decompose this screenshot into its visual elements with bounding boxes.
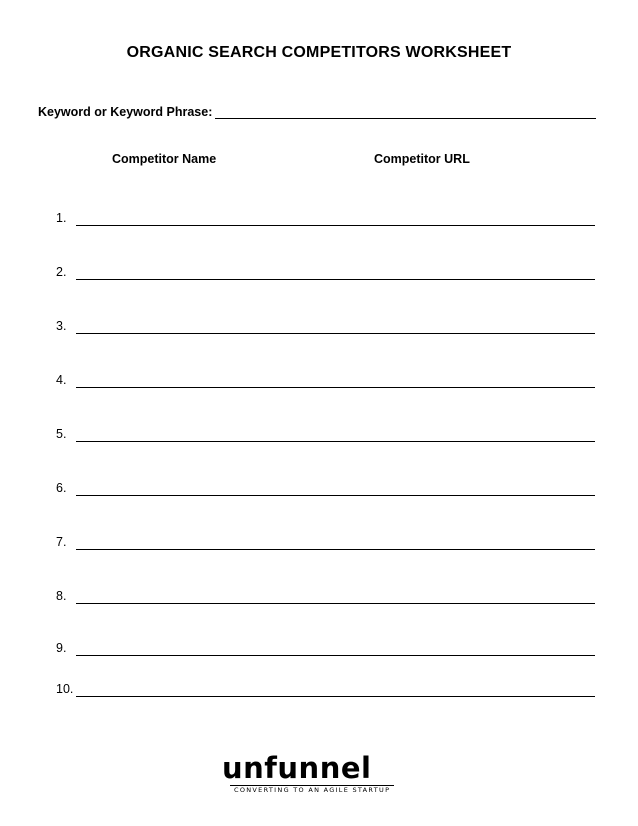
competitor-row (56, 370, 596, 388)
competitor-url-blank[interactable] (297, 549, 595, 550)
competitor-row (56, 424, 596, 442)
competitor-row (56, 638, 596, 656)
competitor-row (56, 208, 596, 226)
row-number: 4. (56, 373, 67, 387)
competitor-row (56, 262, 596, 280)
keyword-label: Keyword or Keyword Phrase: (38, 105, 213, 119)
competitor-url-blank[interactable] (297, 225, 595, 226)
row-number: 8. (56, 589, 67, 603)
row-number: 5. (56, 427, 67, 441)
competitor-url-blank[interactable] (297, 655, 595, 656)
competitor-url-blank[interactable] (297, 279, 595, 280)
unfunnel-logo (222, 752, 402, 798)
row-number: 3. (56, 319, 67, 333)
competitor-url-blank[interactable] (297, 495, 595, 496)
competitor-name-header: Competitor Name (112, 152, 217, 166)
row-number: 1. (56, 211, 67, 225)
competitor-url-blank[interactable] (297, 603, 595, 604)
competitor-row (56, 478, 596, 496)
competitor-row (56, 316, 596, 334)
row-number: 7. (56, 535, 67, 549)
competitor-row (56, 679, 596, 697)
competitor-url-blank[interactable] (297, 387, 595, 388)
competitor-url-header: Competitor URL (374, 152, 470, 166)
competitor-url-blank[interactable] (297, 441, 595, 442)
logo-wordmark: unfunnel (222, 751, 372, 785)
row-number: 9. (56, 641, 67, 655)
logo-tagline: CONVERTING TO AN AGILE STARTUP (234, 786, 391, 794)
competitor-row (56, 532, 596, 550)
competitor-url-blank[interactable] (297, 333, 595, 334)
row-number: 10. (56, 682, 74, 696)
keyword-blank-line[interactable] (215, 104, 596, 119)
row-number: 6. (56, 481, 67, 495)
keyword-field[interactable] (38, 101, 596, 119)
worksheet-title: ORGANIC SEARCH COMPETITORS WORKSHEET (126, 44, 512, 61)
row-number: 2. (56, 265, 67, 279)
competitor-url-blank[interactable] (297, 696, 595, 697)
competitor-row (56, 586, 596, 604)
